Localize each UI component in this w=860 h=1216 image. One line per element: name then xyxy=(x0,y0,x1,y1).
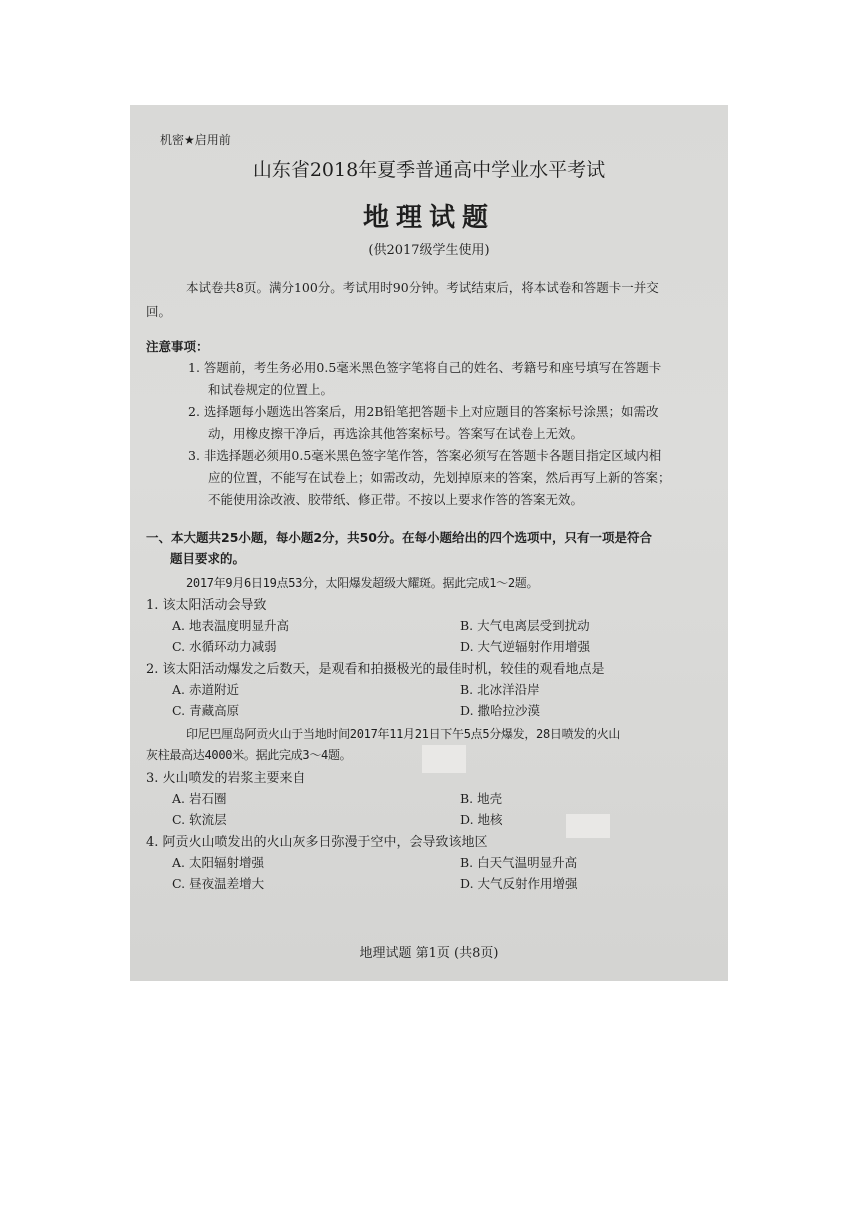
q4-option-b: B. 白天气温明显升高 xyxy=(460,855,578,870)
smudge-mark xyxy=(422,745,466,773)
q4-option-d: D. 大气反射作用增强 xyxy=(460,876,578,891)
q1-option-a: A. 地表温度明显升高 xyxy=(172,618,289,633)
exam-paper-sheet xyxy=(130,105,728,981)
q2-option-c: C. 青藏高原 xyxy=(172,703,240,718)
notice-heading: 注意事项： xyxy=(146,339,209,354)
notice-line: 应的位置，不能写在试卷上；如需改动，先划掉原来的答案，然后再写上新的答案； xyxy=(208,470,671,485)
notice-line: 动，用橡皮擦干净后，再选涂其他答案标号。答案写在试卷上无效。 xyxy=(208,426,584,441)
q2-option-b: B. 北冰洋沿岸 xyxy=(460,682,540,697)
notice-line: 3. 非选择题必须用0.5毫米黑色签字笔作答，答案必须写在答题卡各题目指定区域内相 xyxy=(188,448,662,463)
q2-option-a: A. 赤道附近 xyxy=(172,682,239,697)
question-1-stem: 1. 该太阳活动会导致 xyxy=(146,598,267,613)
q3-option-a: A. 岩石圈 xyxy=(172,791,227,806)
question-2-stem: 2. 该太阳活动爆发之后数天，是观看和拍摄极光的最佳时机，较佳的观看地点是 xyxy=(146,662,605,677)
confidential-label: 机密★启用前 xyxy=(160,133,231,147)
smudge-mark xyxy=(566,814,610,838)
intro-line-2: 回。 xyxy=(146,304,172,319)
exam-title: 山东省2018年夏季普通高中学业水平考试 xyxy=(252,159,606,181)
notice-line: 2. 选择题每小题选出答案后，用2B铅笔把答题卡上对应题目的答案标号涂黑；如需改 xyxy=(188,404,659,419)
q1-option-c: C. 水循环动力减弱 xyxy=(172,639,277,654)
usage-note: (供2017级学生使用) xyxy=(368,243,490,258)
q1-option-d: D. 大气逆辐射作用增强 xyxy=(460,639,591,654)
material-2-line-1: 印尼巴厘岛阿贡火山于当地时间2017年11月21日下午5点5分爆发，28日喷发的火山 xyxy=(186,727,621,741)
intro-line-1: 本试卷共8页。满分100分。考试用时90分钟。考试结束后，将本试卷和答题卡一并交 xyxy=(186,280,659,295)
q3-option-b: B. 地壳 xyxy=(460,791,503,806)
q3-option-c: C. 软流层 xyxy=(172,812,227,827)
notice-line: 1. 答题前，考生务必用0.5毫米黑色签字笔将自己的姓名、考籍号和座号填写在答题卡 xyxy=(188,360,662,375)
q4-option-a: A. 太阳辐射增强 xyxy=(172,855,264,870)
material-1: 2017年9月6日19点53分，太阳爆发超级大耀斑。据此完成1～2题。 xyxy=(186,576,539,590)
material-2-line-2: 灰柱最高达4000米。据此完成3～4题。 xyxy=(146,748,352,762)
notice-line: 不能使用涂改液、胶带纸、修正带。不按以上要求作答的答案无效。 xyxy=(208,492,584,507)
question-3-stem: 3. 火山喷发的岩浆主要来自 xyxy=(146,771,306,786)
q3-option-d: D. 地核 xyxy=(460,812,503,827)
notice-line: 和试卷规定的位置上。 xyxy=(208,382,334,397)
section-heading-line-1: 一、本大题共25小题，每小题2分，共50分。在每小题给出的四个选项中，只有一项是符合 xyxy=(146,530,652,545)
q4-option-c: C. 昼夜温差增大 xyxy=(172,876,265,891)
subject-title: 地理试题 xyxy=(362,203,495,233)
q2-option-d: D. 撒哈拉沙漠 xyxy=(460,703,541,718)
page-footer: 地理试题 第1页 (共8页) xyxy=(359,946,499,961)
question-4-stem: 4. 阿贡火山喷发出的火山灰多日弥漫于空中，会导致该地区 xyxy=(146,835,488,850)
section-heading-line-2: 题目要求的。 xyxy=(170,551,246,566)
q1-option-b: B. 大气电离层受到扰动 xyxy=(460,618,590,633)
